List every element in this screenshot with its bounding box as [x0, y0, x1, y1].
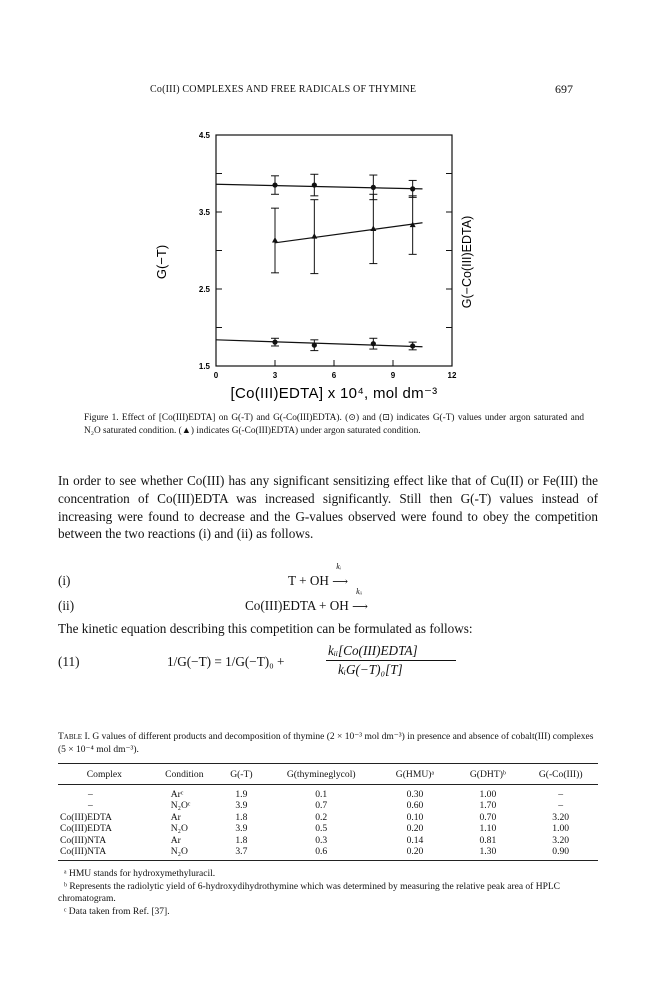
table-cell: – — [88, 789, 93, 800]
y-tick-label: 2.5 — [198, 285, 210, 294]
x-tick-label: 6 — [331, 371, 337, 380]
col-header: G(thymineglycol) — [265, 764, 378, 785]
table-cell: 3.20 — [552, 811, 570, 823]
table-cell: 0.3 — [315, 834, 328, 846]
data-point-circle — [272, 340, 277, 345]
table-cell: 0.14 — [406, 834, 424, 846]
equation-11-left: 1/G(−T) = 1/G(−T)₀ + — [167, 654, 285, 669]
col-header: Condition — [151, 764, 218, 785]
col-header: G(-T) — [218, 764, 265, 785]
fit-line — [216, 340, 423, 347]
table-caption — [58, 731, 598, 756]
table-label: Table I. — [58, 732, 90, 742]
axis-ticks — [199, 131, 457, 380]
table-cell: 0.2 — [315, 811, 328, 823]
table-header-row — [58, 764, 598, 785]
figure-1-chart — [0, 0, 648, 410]
table-cell: 1.70 — [479, 800, 497, 812]
data-marks — [216, 174, 423, 350]
table-cell: 1.10 — [479, 823, 497, 835]
table-cell: Co(III)EDTA — [60, 811, 112, 823]
data-point-triangle — [272, 237, 278, 243]
x-axis-label: [Co(III)EDTA] x 10⁴, mol dm⁻³ — [230, 385, 438, 402]
data-point-circle — [312, 182, 317, 187]
table-cell: 1.8 — [235, 834, 248, 846]
table-cell: N₂Oᶜ — [170, 800, 191, 812]
table-notes — [58, 868, 598, 918]
col-header: Complex — [58, 764, 151, 785]
y-axis-label-left: G(−T) — [154, 244, 169, 280]
running-title: Co(III) COMPLEXES AND FREE RADICALS OF THYMINE — [150, 84, 417, 95]
kinetic-text: The kinetic equation describing this competition can be formulated as follows: — [58, 621, 473, 636]
table-cell: 0.90 — [523, 846, 598, 861]
table-row — [58, 835, 598, 846]
table-cell: 0.1 — [315, 789, 328, 800]
reaction-arrow-ii: kᵢᵢ ⟶ — [352, 587, 368, 613]
fraction-bar — [326, 660, 456, 661]
table-cell: 1.30 — [452, 846, 523, 861]
table-cell: 3.7 — [218, 846, 265, 861]
table-note: ᶜ Data taken from Ref. [37]. — [64, 906, 170, 917]
table-cell: – — [558, 789, 564, 800]
table-cell: 0.70 — [479, 811, 497, 823]
equation-11-numerator: kᵢᵢ[Co(III)EDTA] — [328, 643, 418, 658]
table-cell: 1.00 — [479, 789, 497, 800]
table-cell: 0.10 — [406, 811, 424, 823]
reaction-arrow-i: kᵢ ⟶ — [332, 562, 348, 588]
table-cell: Ar — [170, 834, 181, 846]
table-note: ᵇ Represents the radiolytic yield of 6-hydroxydihydrothymine which was determined by measuring the relative peak area of HPLC chromatogram. — [58, 881, 561, 905]
table-row — [58, 823, 598, 834]
figure-label: Figure 1. — [84, 413, 119, 423]
col-header: G(HMU)ᵃ — [378, 764, 453, 785]
table-cell: 0.30 — [406, 789, 424, 800]
x-tick-label: 3 — [272, 371, 278, 380]
col-header: G(-Co(III)) — [523, 764, 598, 785]
data-point-triangle — [311, 233, 317, 239]
fit-line — [216, 184, 423, 189]
data-table — [58, 763, 598, 861]
equation-ii-text: Co(III)EDTA + OH — [245, 598, 349, 613]
figure-caption — [84, 412, 584, 437]
fit-line — [275, 223, 423, 243]
equation-11-denominator: kᵢG(−T)₀[T] — [338, 662, 403, 677]
table-cell: N₂O — [151, 846, 218, 861]
table-cell: Co(III)NTA — [60, 834, 107, 846]
data-point-circle — [371, 341, 376, 346]
figure-caption-text: Effect of [Co(III)EDTA] on G(-T) and G(-Co(III)EDTA). (⊙) and (⊡) indicates G(-T) values under argon saturated and N₂O saturated condition. (▲) indicates G(-Co(III)EDTA) under argon saturated condition. — [84, 413, 585, 436]
y-tick-label: 4.5 — [198, 131, 210, 140]
table-note: ᵃ HMU stands for hydroxymethyluracil. — [64, 869, 216, 879]
table-cell: 1.8 — [235, 811, 248, 823]
col-header: G(DHT)ᵇ — [452, 764, 523, 785]
table-cell: 0.60 — [406, 800, 424, 812]
table-cell: N₂O — [170, 823, 188, 835]
data-point-circle — [410, 343, 415, 348]
table-cell: 1.00 — [552, 823, 570, 835]
table-cell: 0.81 — [479, 834, 497, 846]
y-tick-label: 3.5 — [198, 208, 210, 217]
plot-frame — [216, 135, 452, 366]
x-tick-label: 0 — [213, 371, 219, 380]
table-cell: 1.9 — [235, 789, 248, 800]
page-number: 697 — [555, 82, 573, 96]
table-cell: 0.20 — [406, 823, 424, 835]
y-tick-label: 1.5 — [198, 362, 210, 371]
table-cell: 3.20 — [552, 834, 570, 846]
table-cell: 0.20 — [378, 846, 453, 861]
table-row — [58, 812, 598, 823]
table-caption-text: G values of different products and decomposition of thymine (2 × 10⁻³ mol dm⁻³) in presence and absence of cobalt(III) complexes (5 × 10⁻⁴ mol dm⁻³). — [58, 732, 594, 755]
table-cell: 3.9 — [235, 823, 248, 835]
table-cell: 3.9 — [235, 800, 248, 812]
table-cell: 0.5 — [315, 823, 328, 835]
body-paragraph: In order to see whether Co(III) has any significant sensitizing effect like that of Cu(II) or Fe(III) the concentration of Co(III)EDTA was increased significantly. Still then G(-T) values instead of increasing were found to decrease and the G-values observed were found to obey the competition between the two reactions (i) and (ii) as follows. — [58, 473, 598, 542]
table-cell: – — [558, 800, 564, 812]
equation-ii — [245, 587, 376, 614]
equation-11-label: (11) — [58, 654, 80, 669]
equation-i — [288, 562, 354, 589]
table-cell: Arᶜ — [170, 789, 184, 800]
data-point-circle — [272, 182, 277, 187]
table-cell: Ar — [170, 811, 181, 823]
table-row — [58, 800, 598, 811]
table-cell: – — [88, 800, 93, 812]
rate-constant-ii: kᵢᵢ — [356, 587, 363, 596]
equation-i-text: T + OH — [288, 573, 329, 588]
rate-constant-i: kᵢ — [336, 562, 342, 571]
data-point-circle — [312, 343, 317, 348]
data-point-circle — [371, 185, 376, 190]
table-cell: Co(III)NTA — [58, 846, 151, 861]
table-row — [58, 785, 598, 801]
equation-i-label: (i) — [58, 573, 71, 588]
table-cell: Co(III)EDTA — [60, 823, 112, 835]
table-cell: 0.6 — [265, 846, 378, 861]
table-cell: 0.7 — [315, 800, 328, 812]
data-point-circle — [410, 186, 415, 191]
table-row — [58, 846, 598, 861]
y-axis-label-right: G(−Co(III)EDTA) — [460, 215, 474, 309]
data-point-triangle — [370, 225, 376, 231]
equation-ii-label: (ii) — [58, 598, 75, 613]
x-tick-label: 9 — [390, 371, 396, 380]
x-tick-label: 12 — [447, 371, 457, 380]
